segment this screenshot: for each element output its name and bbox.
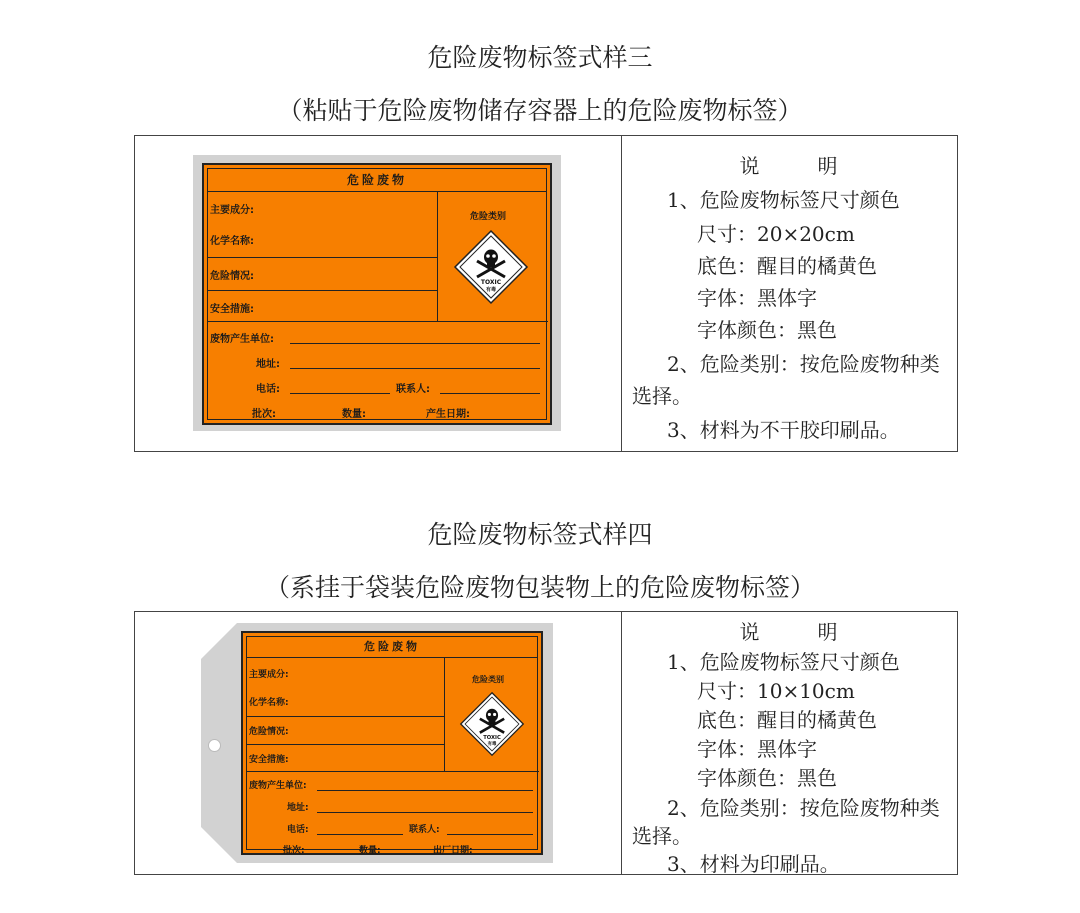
desc-line-8: 3、材料为不干胶印刷品。 [667, 418, 900, 442]
toxic-en-text: TOXIC [480, 279, 502, 286]
label-hazard-category: 危险类别 [470, 212, 507, 222]
tag-batch: 批次: [283, 846, 305, 856]
desc-line-4: 字体：黑体字 [697, 286, 817, 310]
tag-producer-line [317, 790, 533, 791]
desc-line-6: 2、危险类别：按危险废物种类 [667, 796, 940, 820]
tag-phone-line [317, 834, 403, 835]
label-chemical-name: 化学名称: [210, 236, 254, 247]
label-date: 产生日期: [426, 409, 470, 420]
tag-address-line [317, 812, 533, 813]
label-row-components [208, 191, 437, 258]
desc-line-2: 尺寸：10×10cm [697, 679, 855, 703]
tag-hole [208, 739, 221, 752]
tag-vdivider [444, 657, 445, 772]
label-row-hazard [208, 258, 437, 291]
label-vdivider [437, 191, 438, 322]
label-main-component: 主要成分: [210, 205, 254, 216]
tag-row-hazard [247, 717, 444, 745]
address-line [290, 368, 540, 369]
phone-line [290, 393, 390, 394]
toxic-cn-text: 有毒 [487, 741, 497, 747]
tag-hazard-category: 危险类别 [472, 675, 504, 684]
tag-card [241, 631, 543, 855]
sample4-description [622, 612, 957, 874]
desc-heading: 说 明 [739, 620, 840, 644]
tag-contact-line [447, 834, 533, 835]
label-safety-measures: 安全措施: [210, 304, 254, 315]
tag-safety-measures: 安全措施: [249, 755, 289, 765]
sample4-box [134, 611, 958, 875]
desc-line-8: 3、材料为印刷品。 [667, 852, 840, 876]
label-address: 地址: [256, 359, 280, 370]
toxic-en-text: TOXIC [483, 734, 501, 741]
desc-line-5: 字体颜色：黑色 [697, 766, 837, 790]
producer-line [290, 343, 540, 344]
toxic-hazard-icon [459, 691, 525, 757]
desc-line-7: 选择。 [632, 824, 692, 848]
sample4-subtitle: （系挂于袋装危险废物包装物上的危险废物标签） [264, 573, 815, 602]
desc-line-4: 字体：黑体字 [697, 737, 817, 761]
tag-contact: 联系人: [409, 825, 440, 835]
toxic-cn-text: 有毒 [485, 287, 497, 293]
desc-line-3: 底色：醒目的橘黄色 [697, 254, 877, 278]
label-card [202, 163, 552, 425]
tag-quantity: 数量: [359, 846, 381, 856]
desc-line-1: 1、危险废物标签尺寸颜色 [667, 188, 900, 212]
sample4-title: 危险废物标签式样四 [427, 520, 653, 549]
desc-line-3: 底色：醒目的橘黄色 [697, 708, 877, 732]
tag-header: 危险废物 [247, 637, 537, 658]
tag-producer-unit: 废物产生单位: [249, 781, 307, 791]
desc-line-7: 选择。 [632, 384, 692, 408]
tag-phone: 电话: [287, 825, 309, 835]
label-producer-unit: 废物产生单位: [210, 334, 274, 345]
toxic-hazard-icon [453, 229, 529, 305]
label-phone: 电话: [256, 384, 280, 395]
tag-address: 地址: [287, 803, 309, 813]
label-batch: 批次: [252, 409, 276, 420]
label-quantity: 数量: [342, 409, 366, 420]
tag-hazard-status: 危险情况: [249, 727, 289, 737]
desc-line-5: 字体颜色：黑色 [697, 318, 837, 342]
tag-chemical-name: 化学名称: [249, 698, 289, 708]
contact-line [440, 393, 540, 394]
desc-line-1: 1、危险废物标签尺寸颜色 [667, 650, 900, 674]
label-hazard-status: 危险情况: [210, 271, 254, 282]
tag-row-components [247, 657, 444, 717]
label-header: 危险废物 [208, 169, 546, 192]
desc-line-2: 尺寸：20×20cm [697, 222, 855, 246]
label-contact: 联系人: [396, 384, 430, 395]
desc-heading: 说 明 [739, 154, 840, 178]
tag-main-component: 主要成分: [249, 670, 289, 680]
sample3-subtitle: （粘贴于危险废物储存容器上的危险废物标签） [277, 96, 803, 125]
sample3-description [622, 136, 957, 451]
sample3-box [134, 135, 958, 452]
tag-date: 出厂日期: [433, 846, 473, 856]
desc-line-6: 2、危险类别：按危险废物种类 [667, 352, 940, 376]
sample3-title: 危险废物标签式样三 [427, 43, 653, 72]
